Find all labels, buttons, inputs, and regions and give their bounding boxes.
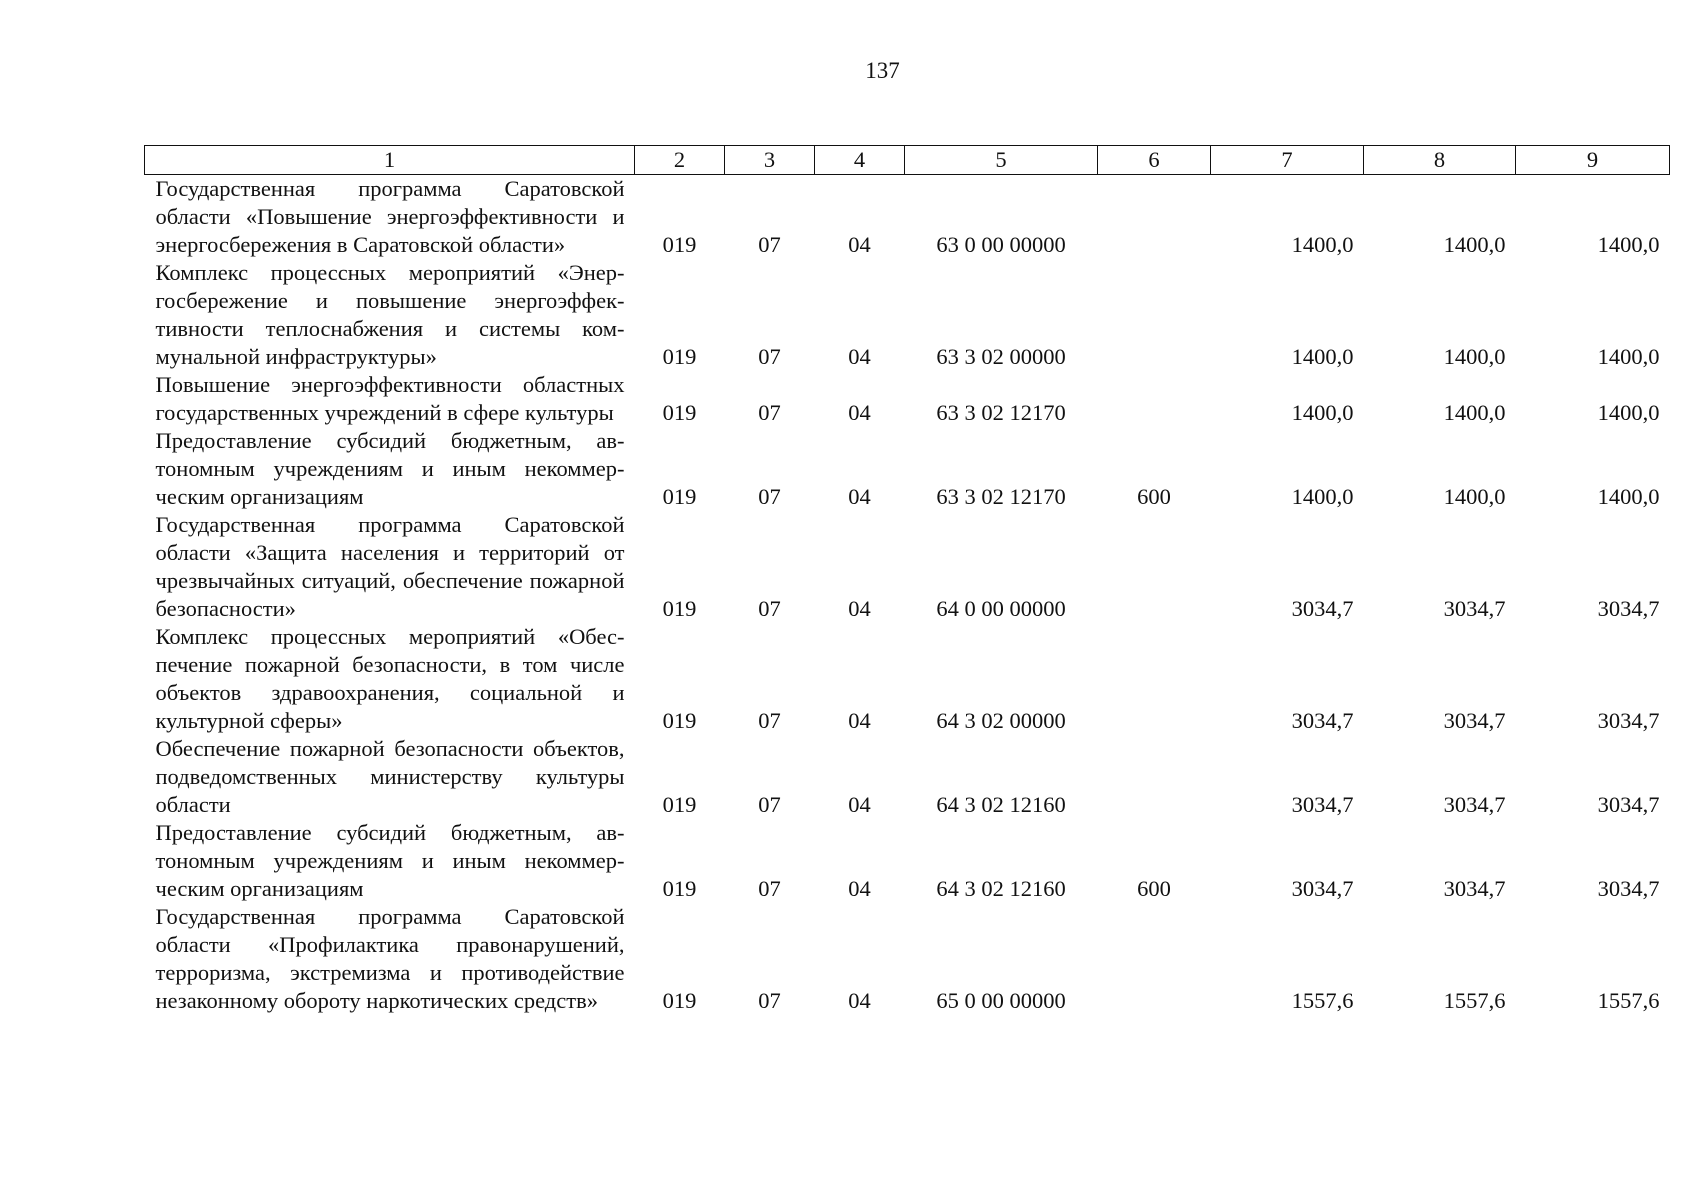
table-row — [145, 735, 1670, 819]
target-article-cell: 64 3 02 12160 — [936, 876, 1066, 901]
expense-type-cell — [1098, 259, 1211, 371]
page-number: 137 — [865, 58, 900, 83]
expense-type-cell — [1098, 623, 1211, 735]
column-header: 8 — [1364, 146, 1516, 175]
section-code-cell: 07 — [758, 232, 781, 257]
budget-table — [144, 145, 1670, 1015]
row-name-cell: Государственная программа Саратовской области «Повышение энергоэффективности и энергосбережения в Саратовской области» — [155, 176, 625, 257]
subsection-code-cell: 04 — [848, 988, 871, 1013]
amount-cell: 3034,7 — [1291, 708, 1354, 733]
subsection-code-cell: 04 — [848, 596, 871, 621]
column-header: 6 — [1098, 146, 1211, 175]
column-header: 3 — [725, 146, 815, 175]
column-header: 1 — [145, 146, 635, 175]
amount-cell: 1400,0 — [1443, 484, 1506, 509]
subsection-code-cell: 04 — [848, 708, 871, 733]
section-code-cell: 07 — [758, 988, 781, 1013]
amount-cell: 3034,7 — [1291, 876, 1354, 901]
amount-cell: 1400,0 — [1291, 484, 1354, 509]
amount-cell: 1557,6 — [1443, 988, 1506, 1013]
section-code-cell: 07 — [758, 792, 781, 817]
target-article-cell: 63 3 02 12170 — [936, 484, 1066, 509]
section-code-cell: 07 — [758, 708, 781, 733]
amount-cell: 1557,6 — [1291, 988, 1354, 1013]
amount-cell: 1400,0 — [1443, 400, 1506, 425]
row-name-cell: Комплекс процессных мероприятий «Энергосбережение и повышение энергоэффективности теплоснабжения и системы коммунальной инфраструктуры» — [155, 260, 625, 369]
subsection-code-cell: 04 — [848, 484, 871, 509]
row-name-cell: Обеспечение пожарной безопасности объектов, подведомственных министерству культуры области — [155, 736, 625, 817]
expense-type-cell: 600 — [1137, 484, 1171, 509]
amount-cell: 1400,0 — [1597, 232, 1660, 257]
expense-type-cell — [1098, 511, 1211, 623]
subsection-code-cell: 04 — [848, 232, 871, 257]
section-code-cell: 07 — [758, 876, 781, 901]
row-name-cell: Комплекс процессных мероприятий «Обеспечение пожарной безопасности, в том числе объектов здравоохранения, социальной и культурной сферы» — [155, 624, 625, 733]
table-row — [145, 511, 1670, 623]
amount-cell: 1400,0 — [1291, 400, 1354, 425]
amount-cell: 1400,0 — [1597, 344, 1660, 369]
row-name-cell: Государственная программа Саратовской области «Защита населения и территорий от чрезвычайных ситуаций, обеспечение пожарной безопасности» — [155, 512, 625, 621]
amount-cell: 1400,0 — [1291, 344, 1354, 369]
table-row — [145, 175, 1670, 260]
ministry-code-cell: 019 — [662, 876, 697, 901]
subsection-code-cell: 04 — [848, 344, 871, 369]
target-article-cell: 64 3 02 00000 — [936, 708, 1066, 733]
column-header: 4 — [815, 146, 905, 175]
amount-cell: 3034,7 — [1443, 596, 1506, 621]
row-name-cell: Предоставление субсидий бюджетным, автономным учреждениям и иным некоммерческим организациям — [155, 428, 625, 509]
column-header: 2 — [635, 146, 725, 175]
row-name-cell: Повышение энергоэффективности областных государственных учреждений в сфере культуры — [155, 372, 625, 425]
table-row — [145, 819, 1670, 903]
column-header: 5 — [905, 146, 1098, 175]
target-article-cell: 64 3 02 12160 — [936, 792, 1066, 817]
table-row — [145, 427, 1670, 511]
subsection-code-cell: 04 — [848, 400, 871, 425]
section-code-cell: 07 — [758, 400, 781, 425]
header-row — [145, 146, 1670, 175]
section-code-cell: 07 — [758, 596, 781, 621]
ministry-code-cell: 019 — [662, 232, 697, 257]
amount-cell: 3034,7 — [1597, 792, 1660, 817]
ministry-code-cell: 019 — [662, 988, 697, 1013]
table-row — [145, 371, 1670, 427]
amount-cell: 3034,7 — [1597, 876, 1660, 901]
amount-cell: 3034,7 — [1291, 792, 1354, 817]
target-article-cell: 63 3 02 12170 — [936, 400, 1066, 425]
table-body — [145, 175, 1670, 1016]
amount-cell: 1400,0 — [1597, 484, 1660, 509]
amount-cell: 3034,7 — [1443, 876, 1506, 901]
table-row — [145, 259, 1670, 371]
ministry-code-cell: 019 — [662, 792, 697, 817]
expense-type-cell — [1098, 175, 1211, 260]
subsection-code-cell: 04 — [848, 876, 871, 901]
target-article-cell: 65 0 00 00000 — [936, 988, 1066, 1013]
amount-cell: 3034,7 — [1443, 792, 1506, 817]
amount-cell: 3034,7 — [1597, 708, 1660, 733]
amount-cell: 3034,7 — [1597, 596, 1660, 621]
table-row — [145, 623, 1670, 735]
expense-type-cell — [1098, 371, 1211, 427]
section-code-cell: 07 — [758, 484, 781, 509]
expense-type-cell: 600 — [1137, 876, 1171, 901]
section-code-cell: 07 — [758, 344, 781, 369]
amount-cell: 1400,0 — [1291, 232, 1354, 257]
target-article-cell: 64 0 00 00000 — [936, 596, 1066, 621]
table-row — [145, 903, 1670, 1015]
ministry-code-cell: 019 — [662, 708, 697, 733]
column-header: 7 — [1211, 146, 1364, 175]
row-name-cell: Предоставление субсидий бюджетным, автономным учреждениям и иным некоммерческим организациям — [155, 820, 625, 901]
expense-type-cell — [1098, 903, 1211, 1015]
subsection-code-cell: 04 — [848, 792, 871, 817]
amount-cell: 3034,7 — [1443, 708, 1506, 733]
ministry-code-cell: 019 — [662, 596, 697, 621]
target-article-cell: 63 3 02 00000 — [936, 344, 1066, 369]
target-article-cell: 63 0 00 00000 — [936, 232, 1066, 257]
column-header: 9 — [1516, 146, 1670, 175]
expense-type-cell — [1098, 735, 1211, 819]
row-name-cell: Государственная программа Саратовской области «Профилактика правонарушений, терроризма, экстремизма и противодействие незаконному обороту наркотических средств» — [155, 904, 625, 1013]
amount-cell: 1400,0 — [1597, 400, 1660, 425]
amount-cell: 3034,7 — [1291, 596, 1354, 621]
amount-cell: 1557,6 — [1597, 988, 1660, 1013]
amount-cell: 1400,0 — [1443, 344, 1506, 369]
ministry-code-cell: 019 — [662, 484, 697, 509]
ministry-code-cell: 019 — [662, 344, 697, 369]
ministry-code-cell: 019 — [662, 400, 697, 425]
amount-cell: 1400,0 — [1443, 232, 1506, 257]
